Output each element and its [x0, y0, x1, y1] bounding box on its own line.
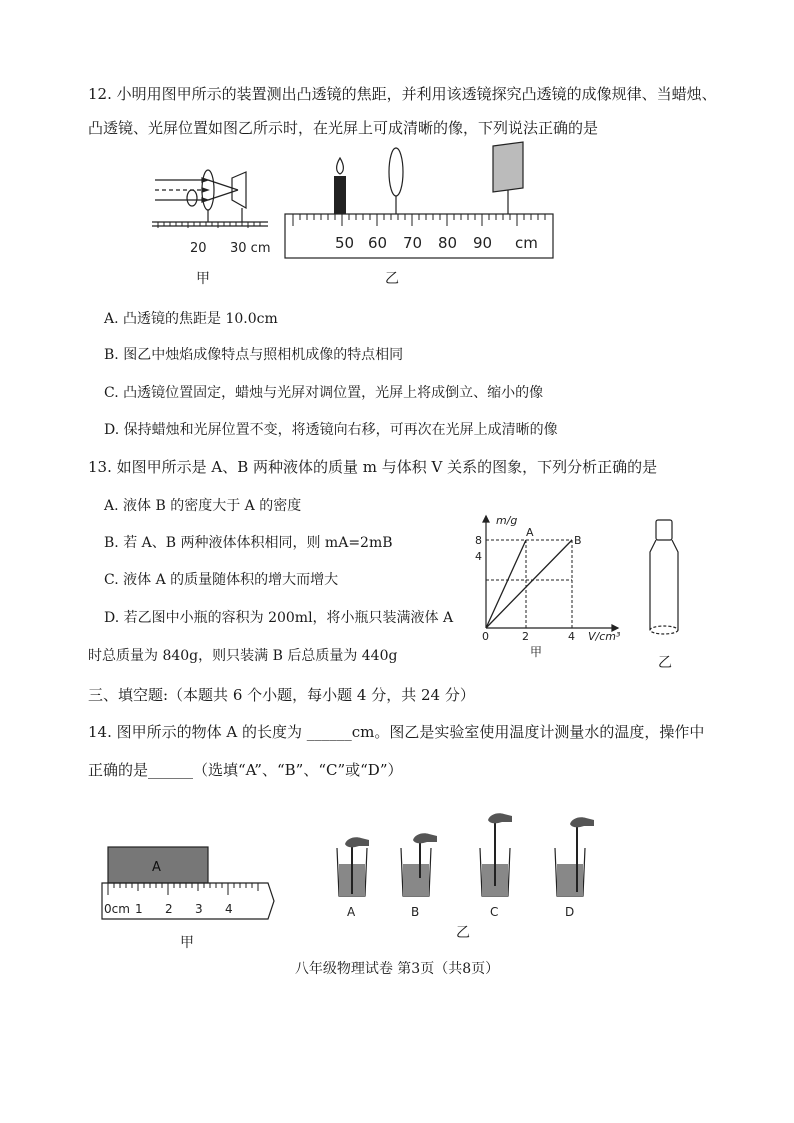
yi-tick-90: 90 [473, 234, 493, 252]
ruler-tick-0: 0cm [104, 902, 130, 916]
beaker-b [401, 833, 437, 896]
line-b [486, 540, 572, 628]
q13-option-d-cont: 时总质量为 840g，则只装满 B 后总质量为 440g [88, 648, 398, 664]
candle [334, 158, 346, 214]
q12-option-d: D. 保持蜡烛和光屏位置不变，将透镜向右移，可再次在光屏上成清晰的像 [104, 422, 558, 438]
q14-stem-line1: 14. 图甲所示的物体 A 的长度为 ______cm。图乙是实验室使用温度计测量水的温度，操作中 [88, 723, 705, 741]
jia-tick-20: 20 [190, 241, 207, 256]
q14-stem-line2: 正确的是______（选填“A”、“B”、“C”或“D”） [88, 761, 403, 779]
convex-lens [389, 148, 403, 214]
q13-option-c: C. 液体 A 的质量随体积的增大而增大 [104, 572, 339, 588]
yi-tick-80: 80 [438, 234, 458, 252]
graph-caption: 甲 [530, 645, 543, 658]
q13-stem: 13. 如图甲所示是 A、B 两种液体的质量 m 与体积 V 关系的图象，下列分析正确的是 [88, 458, 658, 476]
yi-tick-50: 50 [335, 234, 355, 252]
graph-x-tick-2: 2 [522, 630, 529, 643]
light-screen [493, 142, 523, 214]
graph-y-tick-8: 8 [475, 534, 482, 547]
jia-tick-30: 30 cm [230, 241, 270, 256]
beaker-label-b: B [411, 905, 420, 919]
q13-option-b: B. 若 A、B 两种液体体积相同，则 mA=2mB [104, 535, 393, 551]
line-a [486, 540, 526, 628]
bottle-figure [640, 518, 690, 642]
yi-tick-cm: cm [515, 234, 538, 252]
q12-option-a: A. 凸透镜的焦距是 10.0cm [104, 311, 278, 327]
graph-y-tick-4: 4 [475, 550, 482, 563]
thermometer-beakers-figure [325, 808, 610, 923]
q12-stem-line1: 12. 小明用图甲所示的装置测出凸透镜的焦距，并利用该透镜探究凸透镜的成像规律、当蜡烛、 [88, 85, 717, 103]
q12-option-b: B. 图乙中烛焰成像特点与照相机成像的特点相同 [104, 347, 404, 363]
optical-bench-figure [283, 140, 555, 262]
graph-x-tick-4: 4 [568, 630, 575, 643]
graph-y-label: m/g [496, 514, 518, 527]
graph-x-tick-0: 0 [482, 630, 489, 643]
page-footer: 八年级物理试卷 第3页（共8页） [294, 961, 500, 977]
beaker-d [555, 817, 594, 896]
section-3-heading: 三、填空题:（本题共 6 个小题，每小题 4 分，共 24 分） [88, 686, 475, 704]
ruler-caption: 甲 [180, 935, 194, 951]
beaker-c [480, 813, 512, 896]
beaker-label-d: D [565, 905, 575, 919]
q12-stem-line2: 凸透镜、光屏位置如图乙所示时，在光屏上可成清晰的像，下列说法正确的是 [88, 119, 599, 137]
ruler-tick-4: 4 [225, 902, 233, 916]
q12-option-c: C. 凸透镜位置固定，蜡烛与光屏对调位置，光屏上将成倒立、缩小的像 [104, 385, 544, 401]
beaker-label-c: C [490, 905, 499, 919]
graph-x-label: V/cm³ [588, 630, 621, 643]
q13-option-d: D. 若乙图中小瓶的容积为 200ml，将小瓶只装满液体 A [104, 610, 454, 626]
ruler-tick-3: 3 [195, 902, 203, 916]
fig-yi-caption: 乙 [385, 271, 399, 287]
yi-tick-70: 70 [403, 234, 423, 252]
ruler-figure [100, 845, 280, 925]
object-a-label: A [152, 860, 161, 875]
graph-series-b: B [574, 534, 582, 547]
fig-jia-caption: 甲 [196, 271, 210, 287]
beaker-a [337, 837, 369, 896]
beaker-label-a: A [347, 905, 356, 919]
beakers-caption: 乙 [456, 925, 470, 941]
ruler-tick-2: 2 [165, 902, 173, 916]
bottle-caption: 乙 [658, 655, 672, 671]
graph-series-a: A [526, 526, 534, 539]
yi-tick-60: 60 [368, 234, 388, 252]
q13-option-a: A. 液体 B 的密度大于 A 的密度 [104, 498, 302, 514]
ruler-tick-1: 1 [135, 902, 143, 916]
mass-volume-graph [468, 508, 628, 658]
focal-length-figure [150, 160, 270, 260]
